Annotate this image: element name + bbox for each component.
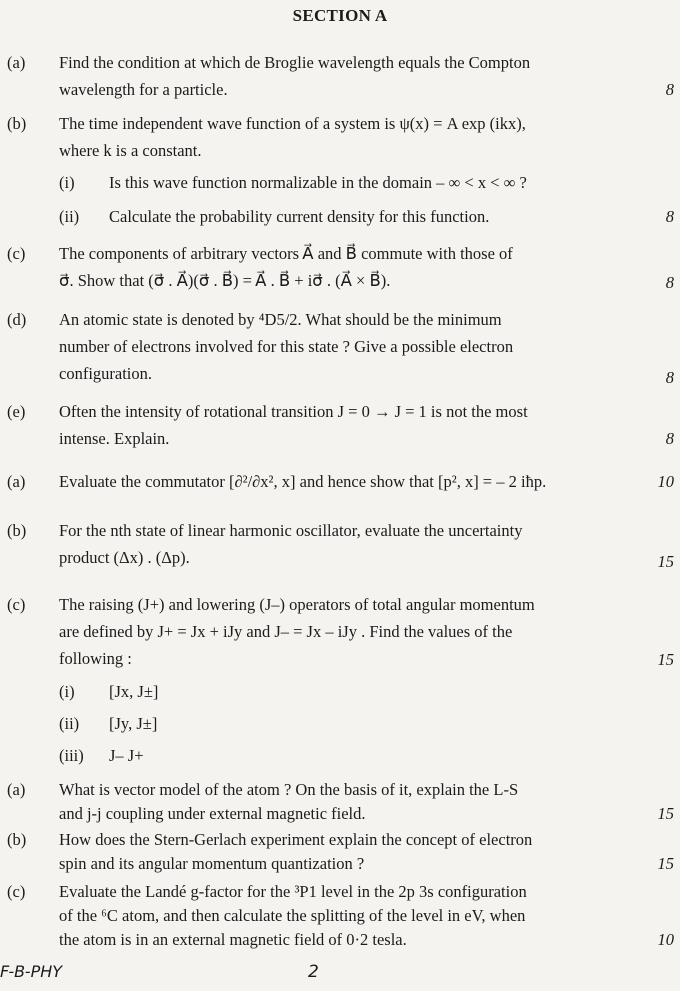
question-text: Evaluate the commutator [∂²/∂x², x] and hence show that [p², x] = – 2 iħp.	[59, 472, 547, 491]
question-text: How does the Stern-Gerlach experiment explain the concept of electron spin and its angular momentum quantization ?	[59, 830, 533, 873]
question-label: (c)	[7, 595, 26, 614]
question-label: (c)	[7, 244, 26, 263]
question-label: (d)	[7, 310, 27, 329]
question-text: For the nth state of linear harmonic oscillator, evaluate the uncertainty product (Δx) . (Δp).	[59, 521, 523, 567]
question-text: Often the intensity of rotational transition J = 0 → J = 1 is not the most intense. Explain.	[59, 402, 528, 448]
question-label: (a)	[7, 472, 26, 491]
subpart-2c-iii: (iii) J– J+	[59, 746, 144, 765]
question-text: The raising (J+) and lowering (J–) operators of total angular momentum are defined by J+ = Jx + iJy and J– = Jx – iJy . Find the values of the following :	[59, 595, 535, 668]
marks: 10	[657, 930, 674, 949]
question-text: An atomic state is denoted by ⁴D5/2. What should be the minimum number of electrons involved for this state ? Give a possible electron configuration.	[59, 310, 514, 383]
marks: 8	[665, 368, 674, 387]
subpart-1b-ii: (ii) Calculate the probability current density for this function.	[59, 207, 490, 226]
subpart-2c-ii: (ii) [Jy, J±]	[59, 714, 158, 733]
section-title: SECTION A	[292, 6, 388, 25]
marks: 15	[657, 552, 674, 571]
question-text: What is vector model of the atom ? On the basis of it, explain the L-S and j-j coupling under external magnetic field.	[59, 780, 519, 823]
marks: 8	[665, 207, 674, 226]
marks: 15	[657, 804, 674, 823]
question-label: (c)	[7, 882, 26, 901]
question-text: The components of arbitrary vectors A⃗ and B⃗ commute with those of σ⃗. Show that (σ⃗ . A⃗)(σ⃗ . B⃗) = A⃗ . B⃗ + iσ⃗ . (A⃗ × B⃗).	[59, 244, 513, 290]
question-text: The time independent wave function of a system is ψ(x) = A exp (ikx), where k is a constant.	[59, 114, 526, 160]
question-label: (a)	[7, 53, 26, 72]
question-label: (e)	[7, 402, 26, 421]
subpart-1b-i: (i) Is this wave function normalizable in the domain – ∞ < x < ∞ ?	[59, 173, 527, 192]
marks: 8	[665, 429, 674, 448]
question-label: (b)	[7, 830, 27, 849]
marks: 15	[657, 650, 674, 669]
question-label: (b)	[7, 521, 27, 540]
subpart-2c-i: (i) [Jx, J±]	[59, 682, 159, 701]
marks: 15	[657, 854, 674, 873]
marks: 10	[657, 472, 674, 491]
question-label: (b)	[7, 114, 27, 133]
question-label: (a)	[7, 780, 26, 799]
marks: 8	[665, 273, 674, 292]
question-text: Find the condition at which de Broglie wavelength equals the Compton wavelength for a particle.	[59, 53, 531, 99]
marks: 8	[665, 80, 674, 99]
question-text: Evaluate the Landé g-factor for the ³P1 level in the 2p 3s configuration of the ⁶C atom, and then calculate the splitting of the level in eV, when the atom is in an external magnetic field of 0·2 tesla.	[59, 882, 527, 949]
paper-code: F-B-PHY	[0, 962, 63, 981]
page-number: 2	[308, 962, 319, 982]
